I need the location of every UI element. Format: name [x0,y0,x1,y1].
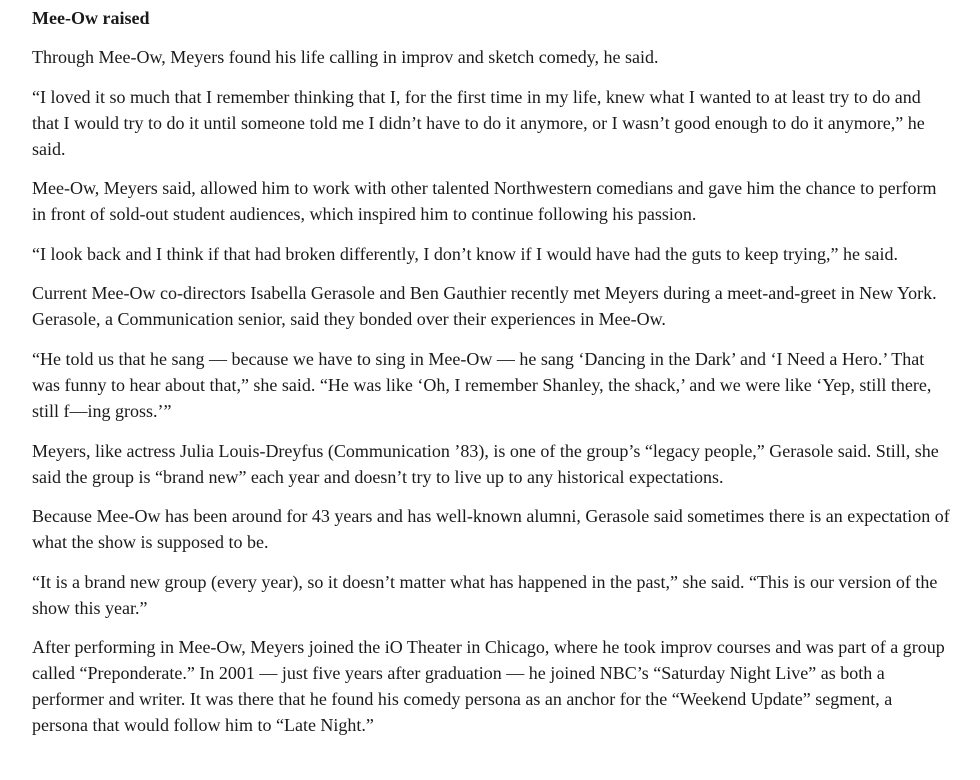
article-paragraph-7: Meyers, like actress Julia Louis-Dreyfus (Communication ’83), is one of the group’s “legacy people,” Gerasole said. Still, she said the group is “brand new” each year and doesn’t try to live up to any historical expectations. [32,440,939,487]
article-paragraph-10: After performing in Mee-Ow, Meyers joined the iO Theater in Chicago, where he took improv courses and was part of a group called “Preponderate.” In 2001 — just five years after graduation — he joined NBC’s “Saturday Night Live” as both a performer and writer. It was there that he found his comedy persona as an anchor for the “Weekend Update” segment, a persona that would follow him to “Late Night.” [32,637,945,736]
article-paragraph-8: Because Mee-Ow has been around for 43 years and has well-known alumni, Gerasole said sometimes there is an expectation of what the show is supposed to be. [32,506,950,553]
article-paragraph-2: “I loved it so much that I remember thinking that I, for the first time in my life, knew what I wanted to at least try to do and that I would try to do it until someone told me I didn’t have to do it anymore, or I wasn’t good enough to do it anymore,” he said. [32,86,925,159]
article-paragraph-3: Mee-Ow, Meyers said, allowed him to work with other talented Northwestern comedians and gave him the chance to perform in front of sold-out student audiences, which inspired him to continue following his passion. [32,178,937,225]
article-paragraph-4: “I look back and I think if that had broken differently, I don’t know if I would have had the guts to keep trying,” he said. [32,243,898,264]
article-paragraph-6: “He told us that he sang — because we have to sing in Mee-Ow — he sang ‘Dancing in the Dark’ and ‘I Need a Hero.’ That was funny to hear about that,” she said. “He was like ‘Oh, I remember Shanley, the shack,’ and we were like ‘Yep, still there, still f—ing gross.’” [32,348,932,421]
section-heading: Mee-Ow raised [32,8,150,28]
article-paragraph-1: Through Mee-Ow, Meyers found his life calling in improv and sketch comedy, he said. [32,47,659,67]
article-paragraph-5: Current Mee-Ow co-directors Isabella Gerasole and Ben Gauthier recently met Meyers during a meet-and-greet in New York. Gerasole, a Communication senior, said they bonded over their experiences in Mee-Ow. [32,283,937,330]
article-paragraph-9: “It is a brand new group (every year), so it doesn’t matter what has happened in the past,” she said. “This is our version of the show this year.” [32,571,938,618]
